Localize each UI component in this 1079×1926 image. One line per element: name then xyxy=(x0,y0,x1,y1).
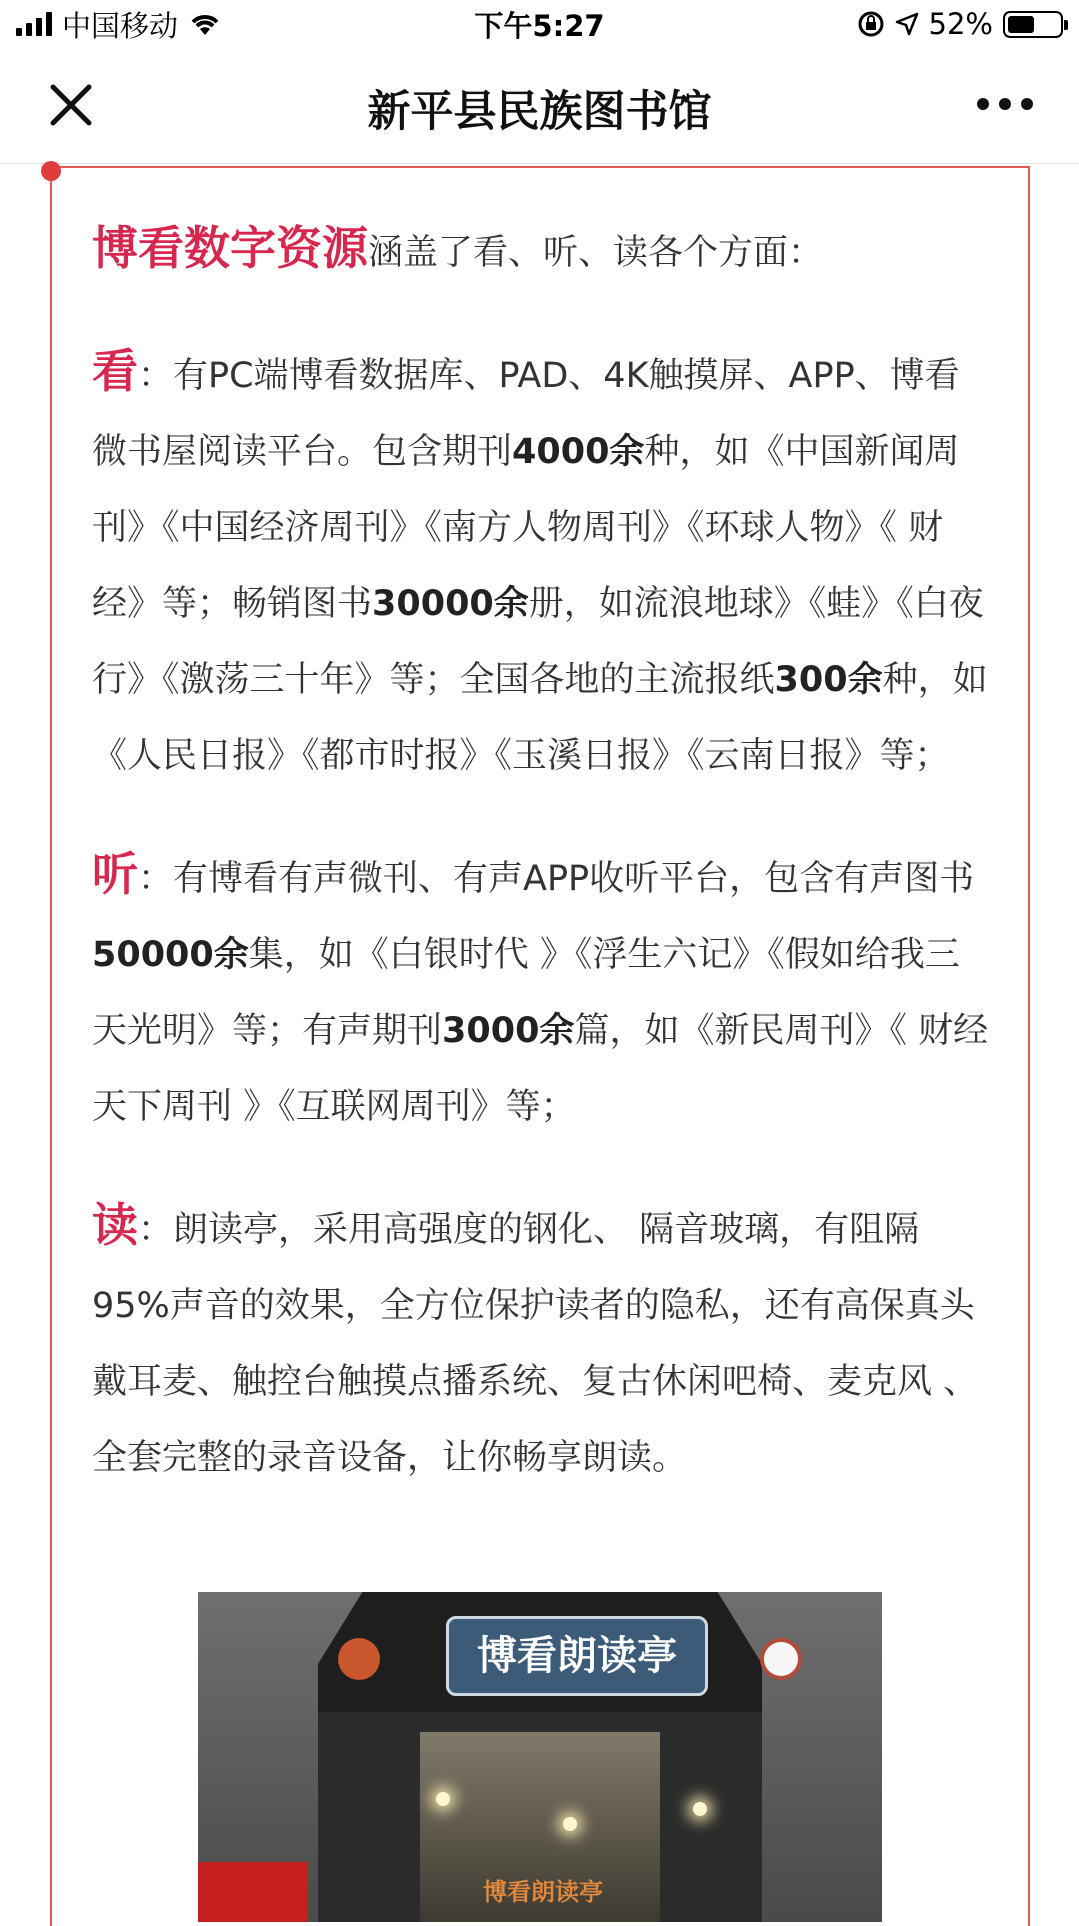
read-paragraph xyxy=(92,1187,992,1496)
look-text-3: 册，如流浪地球》《蛙》《白夜行》《激荡三十年》等；全国各地的主流报纸 xyxy=(92,584,984,700)
look-count-1: 4000余 xyxy=(512,432,645,472)
intro-highlight: 博看数字资源 xyxy=(92,221,368,275)
listen-text-2: 集，如《白银时代 》《浮生六记》《假如给我三天光明》等；有声期刊 xyxy=(92,935,960,1051)
status-left xyxy=(16,4,222,45)
status-bar xyxy=(0,0,1079,48)
battery-icon xyxy=(1003,11,1063,38)
listen-label: 听 xyxy=(92,847,138,901)
booth-lamp-left xyxy=(338,1638,380,1680)
battery-percent: 52% xyxy=(928,7,993,41)
reading-booth-photo xyxy=(198,1592,882,1922)
booth-light xyxy=(693,1802,707,1816)
wifi-icon xyxy=(188,11,222,37)
red-poster xyxy=(198,1862,308,1922)
page-title: 新平县民族图书馆 xyxy=(367,87,712,137)
read-label: 读 xyxy=(92,1198,138,1252)
look-count-2: 30000余 xyxy=(372,584,529,624)
listen-count-1: 50000余 xyxy=(92,935,249,975)
look-text-4: 种，如《人民日报》《都市时报》《玉溪日报》《云南日报》等； xyxy=(92,660,988,776)
booth-light xyxy=(563,1817,577,1831)
booth-light xyxy=(436,1792,450,1806)
booth-lamp-right xyxy=(760,1638,802,1680)
nav-bar xyxy=(0,48,1079,164)
frame-dot xyxy=(41,161,61,181)
booth-sign: 博看朗读亭 xyxy=(446,1616,708,1696)
rotation-lock-icon xyxy=(857,10,885,38)
look-text-1: ：有PC端博看数据库、PAD、4K触摸屏、APP、博看微书屋阅读平台。包含期刊 xyxy=(92,356,960,472)
more-options-icon[interactable] xyxy=(977,98,1033,110)
booth-inner-label: 博看朗读亭 xyxy=(483,1878,603,1906)
carrier-label: 中国移动 xyxy=(62,8,179,43)
signal-icon xyxy=(16,12,52,36)
status-right xyxy=(857,7,1063,41)
intro-paragraph xyxy=(92,210,992,291)
listen-paragraph xyxy=(92,836,992,1145)
look-text-2: 种，如《中国新闻周刊》《中国经济周刊》《南方人物周刊》《环球人物》《 财经》等；畅销图书 xyxy=(92,432,960,624)
listen-count-2: 3000余 xyxy=(442,1011,575,1051)
status-time: 下午5:27 xyxy=(474,8,605,43)
read-text: ：朗读亭，采用高强度的钢化、 隔音玻璃，有阻隔95%声音的效果，全方位保护读者的隐私，还有高保真头戴耳麦、触控台触摸点播系统、复古休闲吧椅、麦克风 、全套完整的录音设备，让你畅享朗读。 xyxy=(92,1210,979,1478)
listen-text-1: ：有博看有声微刊、有声APP收听平台，包含有声图书 xyxy=(138,859,975,899)
listen-text-3: 篇，如《新民周刊》《 财经天下周刊 》《互联网周刊》等； xyxy=(92,1011,989,1127)
intro-text: 涵盖了看、听、读各个方面： xyxy=(368,233,824,273)
location-icon xyxy=(895,12,919,36)
look-label: 看 xyxy=(92,344,138,398)
look-count-3: 300余 xyxy=(774,660,883,700)
article-body xyxy=(92,210,992,1538)
look-paragraph xyxy=(92,333,992,794)
